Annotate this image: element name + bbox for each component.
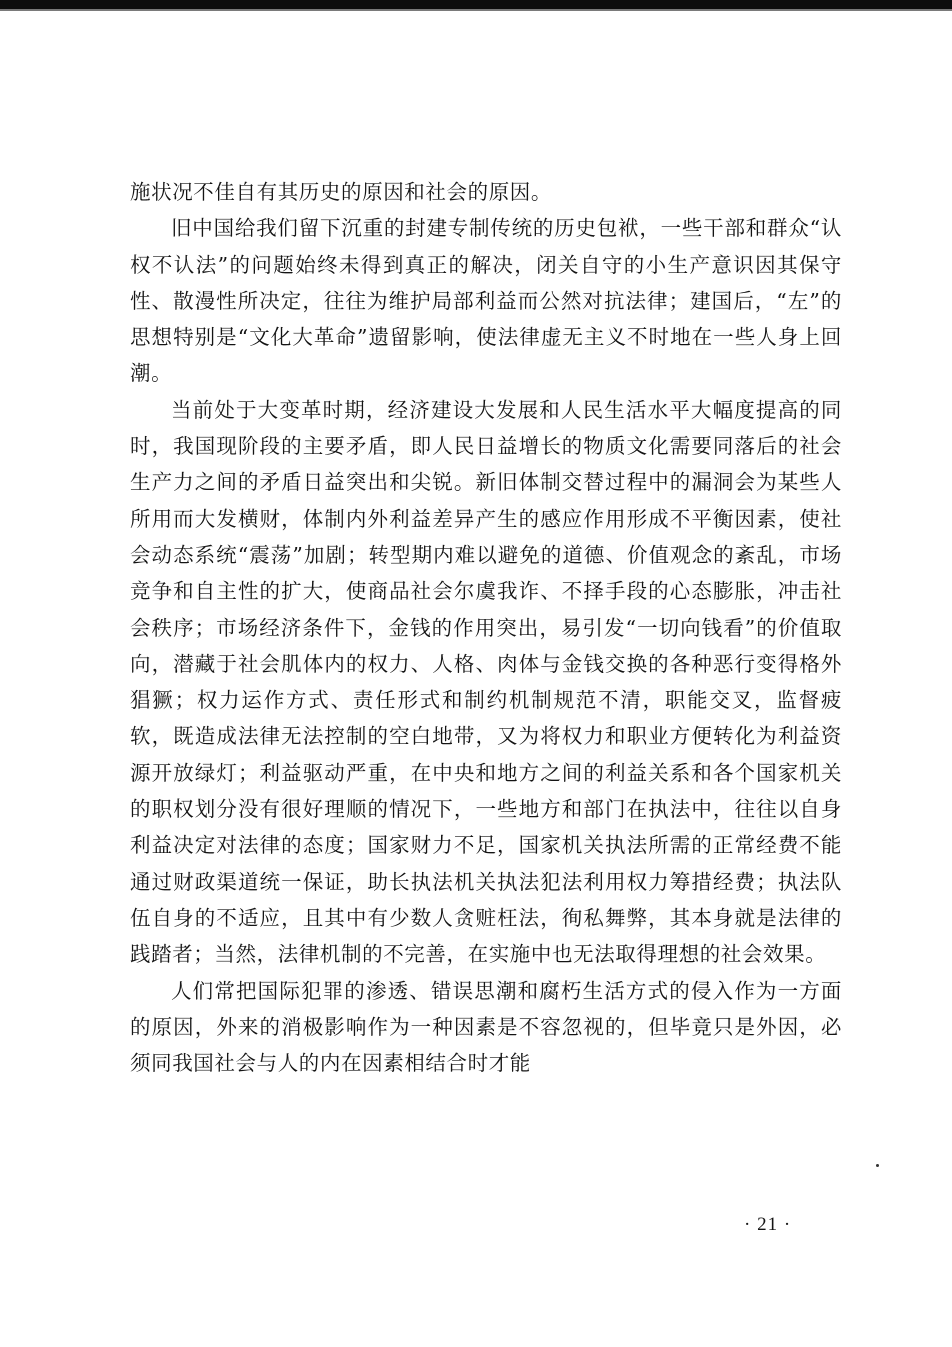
paragraph-3: 当前处于大变革时期，经济建设大发展和人民生活水平大幅度提高的同时，我国现阶段的主要矛盾，即人民日益增长的物质文化需要同落后的社会生产力之间的矛盾日益突出和尖锐。新旧体制交替过程中的漏洞会为某些人所用而大发横财，体制内外利益差异产生的感应作用形成不平衡因素，使社会动态系统“震荡”加剧；转型期内难以避免的道德、价值观念的紊乱，市场竞争和自主性的扩大，使商品社会尔虞我诈、不择手段的心态膨胀，冲击社会秩序；市场经济条件下，金钱的作用突出，易引发“一切向钱看”的价值取向，潜藏于社会肌体内的权力、人格、肉体与金钱交换的各种恶行变得格外猖獗；权力运作方式、责任形式和制约机制规范不清，职能交叉，监督疲软，既造成法律无法控制的空白地带，又为将权力和职业方便转化为利益资源开放绿灯；利益驱动严重，在中央和地方之间的利益关系和各个国家机关的职权划分没有很好理顺的情况下，一些地方和部门在执法中，往往以自身利益决定对法律的态度；国家财力不足，国家机关执法所需的正常经费不能通过财政渠道统一保证，助长执法机关执法犯法利用权力筹措经费；执法队伍自身的不适应，且其中有少数人贪赃枉法，徇私舞弊，其本身就是法律的践踏者；当然，法律机制的不完善，在实施中也无法取得理想的社会效果。	[130, 397, 842, 967]
scan-speck	[876, 1164, 879, 1167]
top-border-rule	[0, 0, 952, 9]
paragraph-2: 旧中国给我们留下沉重的封建专制传统的历史包袱，一些干部和群众“认权不认法”的问题始终未得到真正的解决，闭关自守的小生产意识因其保守性、散漫性所决定，往往为维护局部利益而公然对抗法律；建国后，“左”的思想特别是“文化大革命”遗留影响，使法律虚无主义不时地在一些人身上回潮。	[130, 216, 842, 386]
paragraph-4: 人们常把国际犯罪的渗透、错误思潮和腐朽生活方式的侵入作为一方面的原因，外来的消极影响作为一种因素是不容忽视的，但毕竟只是外因，必须同我国社会与人的内在因素相结合时才能	[130, 978, 842, 1076]
body-text	[130, 174, 842, 1081]
paragraph-1: 施状况不佳自有其历史的原因和社会的原因。	[130, 180, 552, 204]
page-number: · 21 ·	[744, 1214, 792, 1235]
